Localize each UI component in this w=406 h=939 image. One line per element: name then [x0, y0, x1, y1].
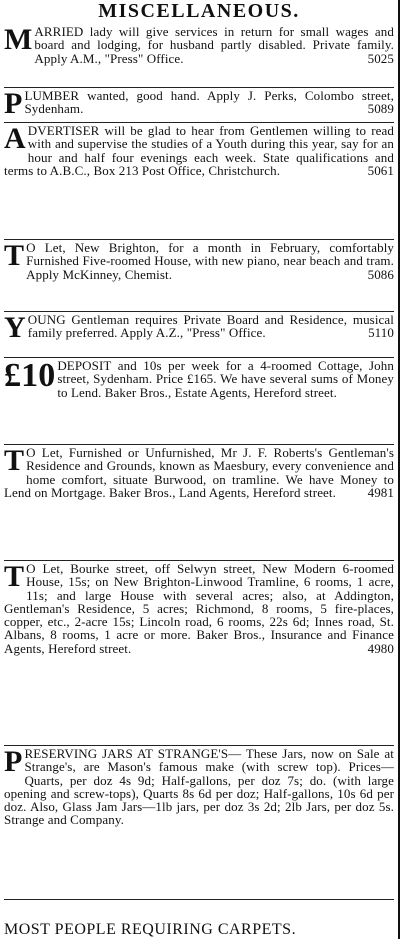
next-ad-heading: MOST PEOPLE REQUIRING CARPETS. — [4, 921, 297, 938]
ad-number: 5086 — [367, 266, 394, 282]
classified-ad — [4, 88, 394, 123]
ad-text: O Let, Bourke street, off Selwyn street, New Modern 6-roomed House, 15s; on New Brighton-Linwood Tramline, 6 rooms, 1 acre, 11s; and large House with several acres; also, at Addington, Gentleman's Residence, 5 acres; Richmond, 8 rooms, 5 fire-places, copper, etc., 2-acre 15s; Lincoln road, 6 rooms, 22s 6d; Innes road, St. Albans, 8 rooms, 1 acre or more. Baker Bros., Insurance and Finance Agents, Hereford street. — [4, 561, 394, 656]
classified-ad — [4, 358, 394, 445]
ad-number: 5089 — [367, 101, 394, 117]
classified-ad — [4, 24, 394, 88]
ad-text: RESERVING JARS AT STRANGE'S— These Jars, now on Sale at Strange's, are Mason's famous make (with screw top). Prices—Quarts, per doz 4s 9d; Half-gallons, per doz 7s; do. (with large opening and screw-tops), Quarts 8s 6d per doz; Half-gallons, 10s 6d per doz. Also, Glass Jam Jars—1lb jars, per doz 3s 2d; 2lb Jars, per doz 5s. Strange and Company. — [4, 746, 394, 828]
ad-text: LUMBER wanted, good hand. Apply J. Perks, Colombo street, Sydenham. — [24, 88, 394, 117]
ad-number: 4981 — [367, 484, 394, 500]
classified-ad — [4, 312, 394, 358]
ad-text: OUNG Gentleman requires Private Board and Residence, musical family preferred. Apply A.Z., "Press" Office. — [27, 312, 394, 341]
drop-initial: P — [4, 746, 23, 778]
ad-text: ARRIED lady will give services in return for small wages and board and lodging, for husband partly disabled. Private family. Apply A.M., "Press" Office. — [34, 24, 394, 66]
drop-initial: £10 — [4, 358, 56, 394]
drop-initial: M — [4, 24, 33, 56]
ad-number: 5025 — [367, 50, 394, 66]
ad-text: O Let, Furnished or Unfurnished, Mr J. F. Roberts's Gentleman's Residence and Grounds, known as Maesbury, every convenience and home comfort, situate Burwood, on tramline. We have Money to Lend on Mortgage. Baker Bros., Land Agents, Hereford street. — [4, 445, 394, 500]
ad-number: 5110 — [368, 325, 394, 341]
classified-ad — [4, 123, 394, 240]
ad-number: 5061 — [367, 162, 394, 178]
drop-initial: P — [4, 88, 23, 120]
classified-ad — [4, 746, 394, 900]
drop-initial: T — [4, 240, 25, 272]
classified-ad — [4, 561, 394, 746]
drop-initial: A — [4, 123, 26, 155]
section-heading: MISCELLANEOUS. — [98, 0, 300, 22]
classified-ad — [4, 240, 394, 312]
classified-ad — [4, 445, 394, 561]
drop-initial: Y — [4, 312, 26, 344]
ad-number: 4980 — [367, 640, 394, 656]
ad-text: O Let, New Brighton, for a month in February, comfortably Furnished Five-roomed House, with new piano, near beach and tram. Apply McKinney, Chemist. — [26, 240, 394, 282]
ad-text: DEPOSIT and 10s per week for a 4-roomed Cottage, John street, Sydenham. Price £165. We have several sums of Money to Lend. Baker Bros., Estate Agents, Hereford street. — [57, 358, 394, 400]
drop-initial: T — [4, 561, 25, 593]
drop-initial: T — [4, 445, 25, 477]
ad-text: DVERTISER will be glad to hear from Gentlemen willing to read with and supervise the studies of a Youth during this year, say for an hour and half four evenings each week. State qualifications and terms to A.B.C., Box 213 Post Office, Christchurch. — [4, 123, 394, 178]
